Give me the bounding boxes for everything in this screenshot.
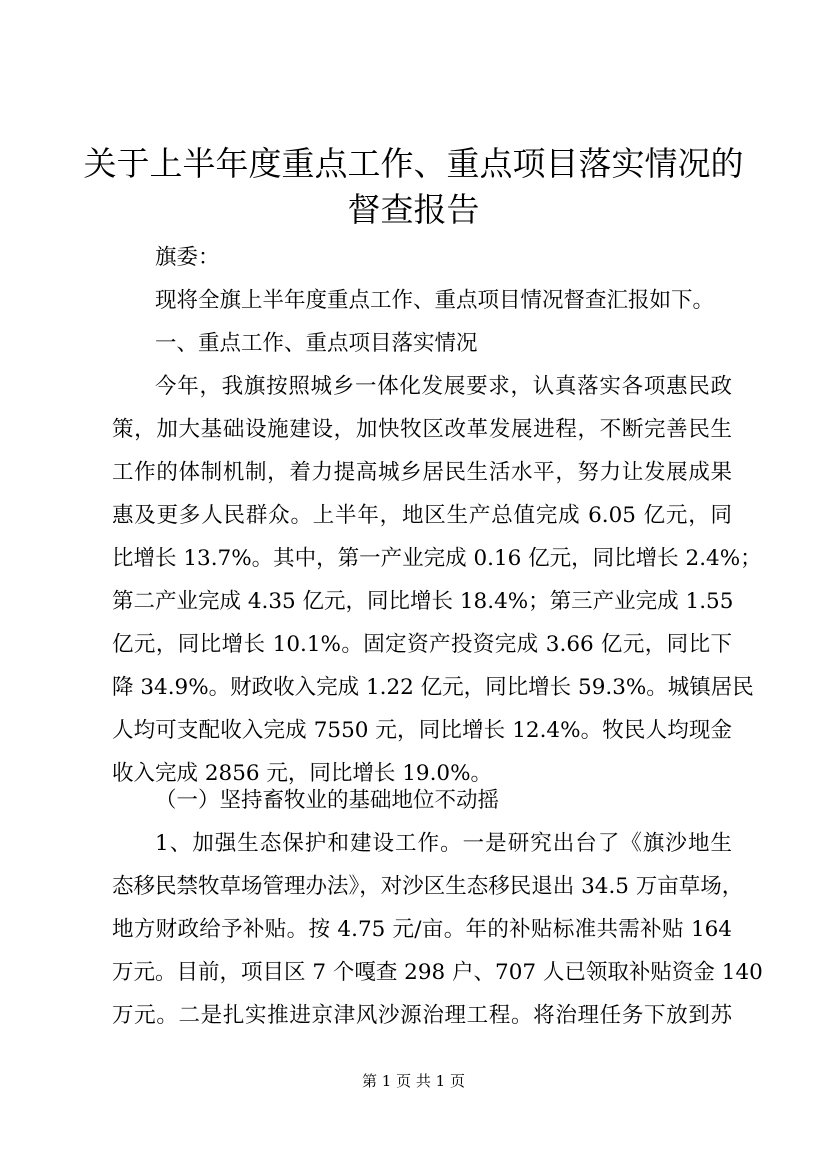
intro-paragraph — [112, 279, 732, 322]
section-heading-1 — [112, 322, 732, 365]
paragraph-1-line: 今年，我旗按照城乡一体化发展要求，认真落实各项惠民政 — [155, 374, 732, 399]
intro-text: 现将全旗上半年度重点工作、重点项目情况督查汇报如下。 — [155, 288, 715, 313]
paragraph-2-line: 1、加强生态保护和建设工作。一是研究出台了《旗沙地生 — [155, 831, 732, 856]
salutation-text: 旗委： — [155, 245, 220, 270]
report-title-line-2: 督查报告 — [347, 190, 480, 229]
paragraph-1-line: 第二产业完成 4.35 亿元，同比增长 18.4%；第三产业完成 1.55 — [112, 589, 734, 614]
paragraph-2-line: 态移民禁牧草场管理办法》，对沙区生态移民退出 34.5 万亩草场， — [112, 874, 744, 899]
paragraph-1-line: 收入完成 2856 元，同比增长 19.0%。 — [112, 761, 493, 786]
subsection-heading-1-text: （一）坚持畜牧业的基础地位不动摇 — [155, 788, 500, 813]
page-number-footer: 第 1 页 共 1 页 — [362, 1072, 465, 1090]
paragraph-1-line: 降 34.9%。财政收入完成 1.22 亿元，同比增长 59.3%。城镇居民 — [112, 675, 754, 700]
paragraph-2-line: 地方财政给予补贴。按 4.75 元/亩。年的补贴标准共需补贴 164 — [112, 917, 732, 942]
subsection-heading-1 — [112, 779, 732, 822]
paragraph-1-line: 比增长 13.7%。其中，第一产业完成 0.16 亿元，同比增长 2.4%； — [112, 546, 762, 571]
paragraph-1-line: 亿元，同比增长 10.1%。固定资产投资完成 3.66 亿元，同比下 — [112, 632, 732, 657]
salutation — [112, 236, 732, 279]
paragraph-1-line: 人均可支配收入完成 7550 元，同比增长 12.4%。牧民人均现金 — [112, 718, 732, 743]
paragraph-1-line: 策，加大基础设施建设，加快牧区改革发展进程，不断完善民生 — [112, 417, 732, 442]
report-title-line-1: 关于上半年度重点工作、重点项目落实情况的 — [83, 144, 744, 183]
paragraph-2-line: 万元。目前，项目区 7 个嘎查 298 户、707 人已领取补贴资金 140 — [112, 960, 763, 985]
paragraph-2 — [112, 822, 763, 1037]
paragraph-1-line: 惠及更多人民群众。上半年，地区生产总值完成 6.05 亿元，同 — [112, 503, 732, 528]
section-heading-1-text: 一、重点工作、重点项目落实情况 — [155, 331, 478, 356]
paragraph-1-line: 工作的体制机制，着力提高城乡居民生活水平，努力让发展成果 — [112, 460, 732, 485]
paragraph-2-line: 万元。二是扎实推进京津风沙源治理工程。将治理任务下放到苏 — [112, 1003, 732, 1028]
paragraph-1 — [112, 365, 762, 795]
